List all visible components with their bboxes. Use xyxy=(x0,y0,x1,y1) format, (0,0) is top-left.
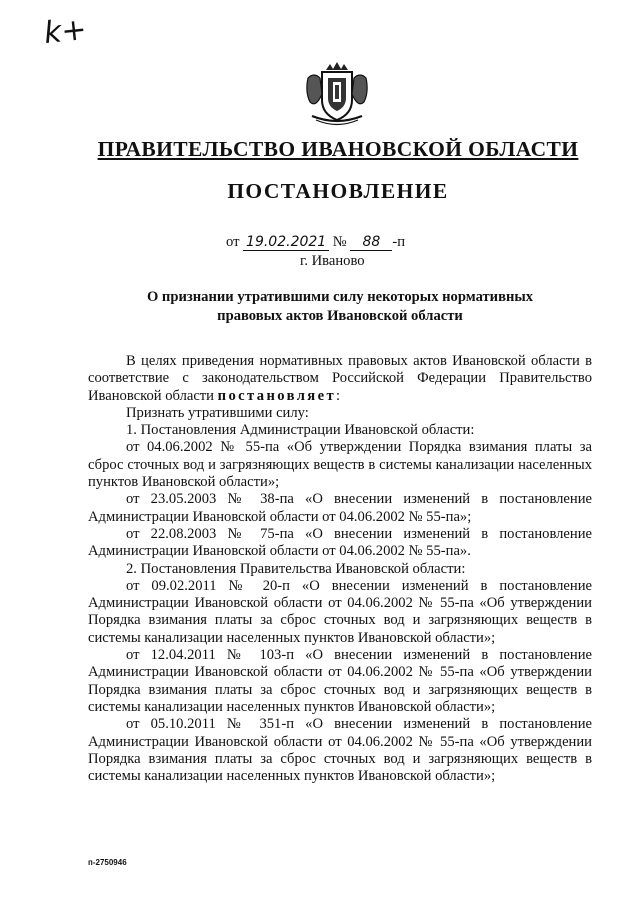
decides-word: постановляет xyxy=(217,387,337,404)
number-suffix: -п xyxy=(392,234,406,250)
section-2-item-2: от 12.04.2011 № 103-п «О внесении изменений в постановление Администрации Ивановской области от 04.06.2002 № 55-па «Об утверждении Порядка взимания платы за сброс сточных вод и загрязняющих веществ в системы канализации населенных пунктов Ивановской области»; xyxy=(88,647,592,715)
document-subject xyxy=(120,288,560,326)
document-body xyxy=(88,353,592,785)
section-2-item-3: от 05.10.2011 № 351-п «О внесении изменений в постановление Администрации Ивановской области от 04.06.2002 № 55-па «Об утверждении Порядка взимания платы за сброс сточных вод и загрязняющих веществ в системы канализации населенных пунктов Ивановской области»; xyxy=(88,716,592,785)
preamble-text: В целях приведения нормативных правовых актов Ивановской области в соответствие с законодательством Российской Федерации Правительство Ивановской области xyxy=(88,353,592,404)
handwritten-number: 88 xyxy=(350,235,392,251)
preamble-paragraph xyxy=(88,353,592,405)
government-title: ПРАВИТЕЛЬСТВО ИВАНОВСКОЙ ОБЛАСТИ xyxy=(97,137,579,161)
section-1-heading: 1. Постановления Администрации Ивановской области: xyxy=(126,422,475,439)
handwritten-mark: k+ xyxy=(42,11,89,52)
document-type: ПОСТАНОВЛЕНИЕ xyxy=(227,179,449,203)
section-2-item-1: от 09.02.2011 № 20-п «О внесении изменений в постановление Администрации Ивановской области от 04.06.2002 № 55-па «Об утверждении Порядка взимания платы за сброс сточных вод и загрязняющих веществ в системы канализации населенных пунктов Ивановской области»; xyxy=(88,577,592,646)
decides-colon: : xyxy=(336,387,341,404)
date-prefix: от xyxy=(226,234,240,250)
registration-number: п-2750946 xyxy=(88,858,127,867)
section-1-item-3: от 22.08.2003 № 75-па «О внесении изменений в постановление Администрации Ивановской области от 04.06.2002 № 55-па». xyxy=(88,525,592,560)
handwritten-date: 19.02.2021 xyxy=(243,235,329,251)
date-number-line xyxy=(226,234,405,251)
city: г. Иваново xyxy=(300,253,365,269)
subject-line-2: правовых актов Ивановской области xyxy=(217,308,463,324)
ivanovo-coat-of-arms-icon xyxy=(302,60,372,130)
invalidate-line: Признать утратившими силу: xyxy=(126,404,309,421)
subject-line-1: О признании утратившими силу некоторых нормативных xyxy=(146,289,534,305)
section-1-item-1: от 04.06.2002 № 55-па «Об утверждении Порядка взимания платы за сброс сточных вод и загрязняющих веществ в системы канализации населенных пунктов Ивановской области»; xyxy=(88,439,592,491)
section-1-item-2: от 23.05.2003 № 38-па «О внесении изменений в постановление Администрации Ивановской области от 04.06.2002 № 55-па»; xyxy=(88,491,592,525)
section-2-heading: 2. Постановления Правительства Ивановской области: xyxy=(126,560,466,577)
number-label: № xyxy=(332,234,347,250)
